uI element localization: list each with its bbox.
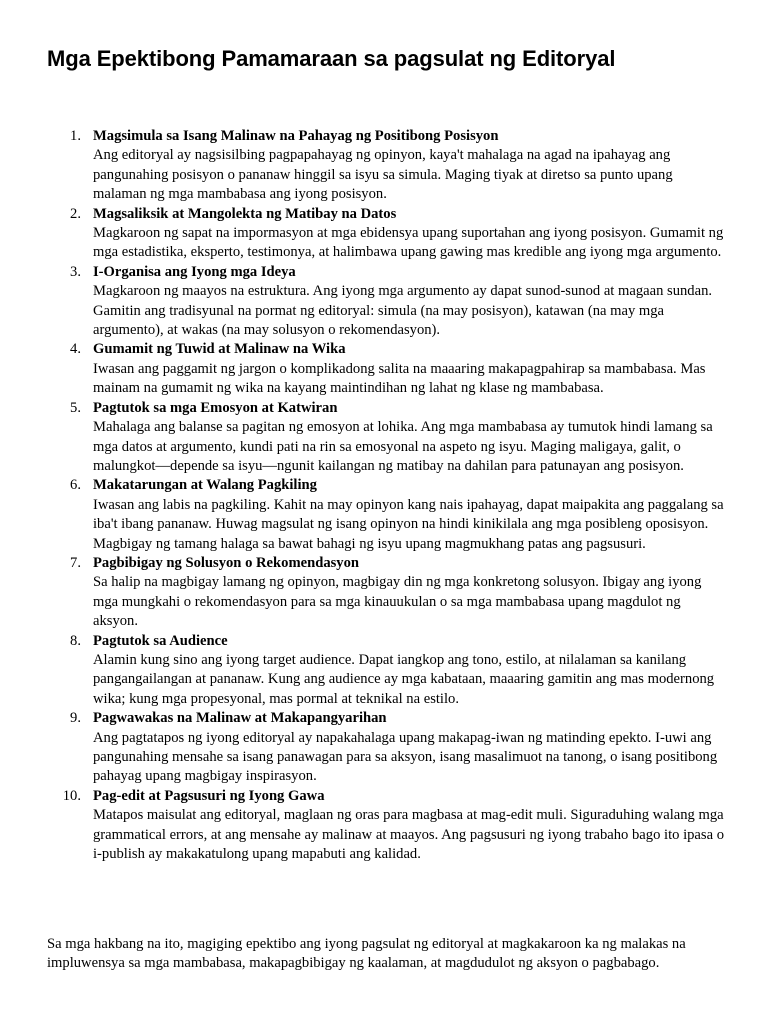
item-heading: Magsimula sa Isang Malinaw na Pahayag ng Positibong Posisyon [93,128,499,144]
item-number: 5. [70,399,81,416]
list-item [47,632,727,710]
list-item [47,787,727,865]
item-heading: Gumamit ng Tuwid at Malinaw na Wika [93,341,346,358]
list-item [47,340,727,398]
item-number: 1. [70,128,81,144]
item-number: 2. [70,205,81,222]
item-text: Iwasan ang labis na pagkiling. Kahit na may opinyon kang nais ipahayag, dapat maipakita ang paggalang sa iba't ibang pananaw. Huwag magsulat ng isang opinyon na hindi kinikilala ang mga posibleng oposisyon. Magbigay ng tamang halaga sa bawat bahagi ng isyu upang magmukhang patas ang pagsusuri. [93,496,724,552]
list-item [47,127,727,205]
item-heading: Pag-edit at Pagsusuri ng Iyong Gawa [93,787,325,804]
item-text: Magkaroon ng maayos na estruktura. Ang iyong mga argumento ay dapat sunod-sunod at magaan sundan. Gamitin ang tradisyunal na pormat ng editoryal: simula (na may posisyon), katawan (na may mga argumento), at wakas (na may solusyon o rekomendasyon). [93,283,713,339]
steps-list [47,127,727,864]
page-title: Mga Epektibong Pamamaraan sa pagsulat ng Editoryal [47,46,616,71]
item-heading: Makatarungan at Walang Pagkiling [93,477,317,494]
item-heading: Pagtutok sa mga Emosyon at Katwiran [93,399,338,416]
item-number: 6. [70,477,81,494]
list-item [47,205,727,263]
item-text: Iwasan ang paggamit ng jargon o komplikadong salita na maaaring makapagpahirap sa mambabasa. Mas mainam na gumamit ng wika na kayang maintindihan ng lahat ng klase ng mambabasa. [93,360,706,397]
list-item [47,476,727,554]
item-heading: Pagwawakas na Malinaw at Makapangyarihan [93,710,387,727]
item-heading: Magsaliksik at Mangolekta ng Matibay na Datos [93,205,397,222]
item-text: Sa halip na magbigay lamang ng opinyon, magbigay din ng mga konkretong solusyon. Ibigay ang iyong mga mungkahi o rekomendasyon para sa mga kinauukulan o sa mga mambabasa upang magdulot ng aksyon. [93,574,702,630]
item-number: 3. [70,263,81,280]
list-item [47,554,727,632]
list-item [47,709,727,787]
item-heading: I-Organisa ang Iyong mga Ideya [93,263,296,280]
item-text: Magkaroon ng sapat na impormasyon at mga ebidensya upang suportahan ang iyong posisyon. Gumamit ng mga estadistika, eksperto, testimonya, at halimbawa upang gawing mas kredible ang iyong mga argumento. [93,225,724,261]
item-number: 10. [62,787,81,804]
item-text: Matapos maisulat ang editoryal, maglaan ng oras para magbasa at mag-edit muli. Siguraduhing walang mga grammatical errors, at ang mensahe ay malinaw at maayos. Ang pagsusuri ng iyong trabaho bago ito ipasa o i-publish ay makakatulong upang mapabuti ang kalidad. [93,807,725,863]
item-number: 9. [70,710,81,727]
item-number: 8. [70,632,81,649]
item-text: Ang editoryal ay nagsisilbing pagpapahayag ng opinyon, kaya't mahalaga na agad na ipahayag ang pangunahing posisyon o pananaw hinggil sa isyu sa simula. Maging tiyak at diretso sa punto upang malaman ng mga mambabasa ang iyong posisyon. [93,147,673,203]
item-heading: Pagtutok sa Audience [93,632,228,649]
item-text: Alamin kung sino ang iyong target audience. Dapat iangkop ang tono, estilo, at nilalaman sa kanilang pangangailangan at pananaw. Kung ang audience ay mga kabataan, maaaring gamitin ang mas modernong wika; kung mga propesyonal, mas pormal at teknikal na estilo. [93,651,715,707]
item-number: 4. [70,341,81,358]
list-item [47,263,727,341]
item-text: Ang pagtatapos ng iyong editoryal ay napakahalaga upang makapag-iwan ng matinding epekto. I-uwi ang pangunahing mensahe sa isang panawagan para sa aksyon, isang masalimuot na tanong, o isang positibong pahayag upang magbigay inspirasyon. [93,729,718,785]
list-item [47,399,727,477]
item-heading: Pagbibigay ng Solusyon o Rekomendasyon [93,554,360,571]
item-number: 7. [70,554,81,571]
item-text: Mahalaga ang balanse sa pagitan ng emosyon at lohika. Ang mga mambabasa ay tumutok hindi lamang sa mga datos at argumento, kundi pati na rin sa emosyonal na aspeto ng isyu. Maging maligaya, galit, o malungkot—depende sa isyu—ngunit kailangan ng matibay na dahilan para patunayan ang posisyon. [93,419,713,474]
conclusion-paragraph: Sa mga hakbang na ito, magiging epektibo ang iyong pagsulat ng editoryal at magkakaroon ka ng malakas na impluwensya sa mga mambabasa, makapagbibigay ng kaalaman, at magdudulot ng aksyon o pagbabago. [47,936,686,972]
